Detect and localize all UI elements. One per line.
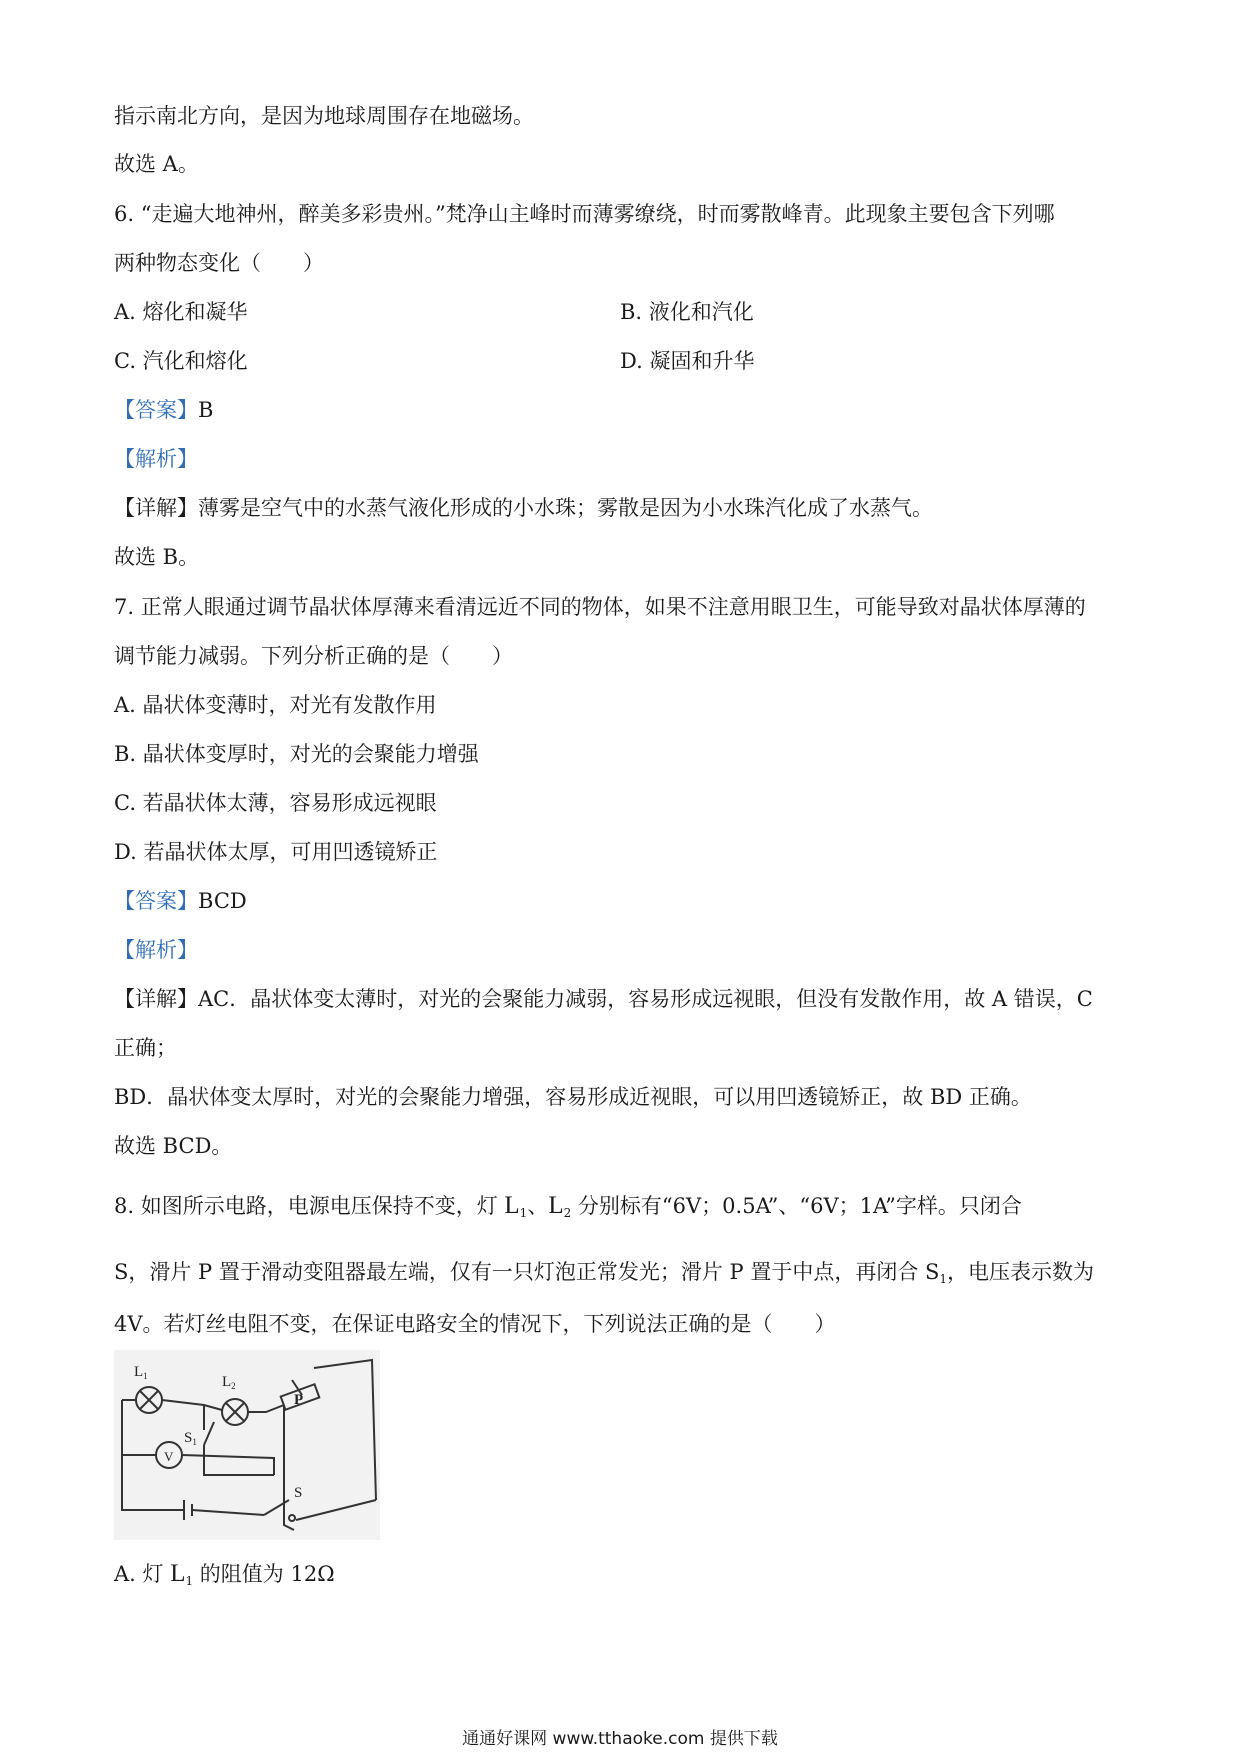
subscript: 1 [939, 1272, 948, 1286]
q7-detail-cont: 正确； [114, 1036, 177, 1060]
lamp-l1-symbol: L [170, 1560, 186, 1587]
q7-option-b: B. 晶状体变厚时，对光的会聚能力增强 [114, 742, 479, 766]
q6-analysis-tag [114, 445, 198, 473]
q6-answer [114, 396, 213, 424]
answer-tag: 【答案】 [114, 889, 198, 913]
footer: 通通好课网 www.tthaoke.com 提供下载 [462, 1729, 778, 1749]
label-p: P [294, 1392, 304, 1408]
label-l2: $L_2$ [222, 1374, 236, 1391]
switch-s1-symbol: S [925, 1260, 940, 1284]
subscript: 1 [519, 1206, 528, 1220]
q8-text: 8. 如图所示电路，电源电压保持不变，灯 [114, 1194, 505, 1218]
q8-option-text: A. 灯 [114, 1562, 171, 1586]
detail-text: 薄雾是空气中的水蒸气液化形成的小水珠；雾散是因为小水珠汽化成了水蒸气。 [198, 496, 933, 520]
detail-tag: 【详解】 [114, 496, 198, 520]
q6-option-c: C. 汽化和熔化 [114, 349, 248, 373]
analysis-tag: 【解析】 [114, 938, 198, 962]
q8-text: ，电压表示数为 [947, 1260, 1095, 1284]
answer-value: B [198, 398, 214, 422]
separator: 、 [527, 1194, 549, 1218]
q8-text: S，滑片 P 置于滑动变阻器最左端，仅有一只灯泡正常发光；滑片 P 置于中点，再闭合 [114, 1260, 926, 1284]
q7-detail [114, 985, 1093, 1013]
answer-value: BCD [198, 889, 247, 913]
lamp-l1-symbol: L [504, 1192, 520, 1219]
q7-option-a: A. 晶状体变薄时，对光有发散作用 [114, 693, 437, 717]
analysis-tag: 【解析】 [114, 447, 198, 471]
q6-option-b: B. 液化和汽化 [620, 300, 754, 324]
question-7-stem: 7. 正常人眼通过调节晶状体厚薄来看清远近不同的物体，如果不注意用眼卫生，可能导致对晶状体厚薄的 [114, 595, 1086, 619]
q6-option-d: D. 凝固和升华 [620, 349, 755, 373]
q7-option-c: C. 若晶状体太薄，容易形成远视眼 [114, 791, 437, 815]
label-s: S [294, 1485, 303, 1501]
detail-text: AC．晶状体变太薄时，对光的会聚能力减弱，容易形成远视眼，但没有发散作用，故 A 错误，C [198, 987, 1093, 1011]
detail-tag: 【详解】 [114, 987, 198, 1011]
q7-analysis-tag [114, 936, 198, 964]
subscript: 1 [185, 1574, 194, 1588]
question-8-stem [114, 1258, 1094, 1293]
q7-conclusion: 故选 BCD。 [114, 1134, 233, 1158]
q7-option-d: D. 若晶状体太厚，可用凹透镜矫正 [114, 840, 438, 864]
label-l1: $L_1$ [134, 1364, 148, 1381]
q8-option-text: 的阻值为 12Ω [193, 1562, 335, 1586]
text-line: 指示南北方向，是因为地球周围存在地磁场。 [114, 104, 534, 128]
question-7-stem: 调节能力减弱。下列分析正确的是（ ） [114, 644, 513, 668]
question-8-stem [114, 1192, 1022, 1227]
q6-detail [114, 494, 933, 522]
answer-tag: 【答案】 [114, 398, 198, 422]
question-6-stem: 两种物态变化（ ） [114, 251, 324, 275]
q6-option-a: A. 熔化和凝华 [114, 300, 248, 324]
label-s1: $S_1$ [184, 1430, 197, 1447]
circuit-diagram [114, 1350, 380, 1540]
lamp-l2-symbol: L [548, 1192, 564, 1219]
subscript: 2 [563, 1206, 572, 1220]
voltmeter-label: V [164, 1449, 174, 1464]
q6-conclusion: 故选 B。 [114, 545, 200, 569]
question-8-stem: 4V。若灯丝电阻不变，在保证电路安全的情况下，下列说法正确的是（ ） [114, 1312, 836, 1336]
text-line: 故选 A。 [114, 152, 199, 176]
q7-detail-bd: BD．晶状体变太厚时，对光的会聚能力增强，容易形成近视眼，可以用凹透镜矫正，故 BD 正确。 [114, 1085, 1032, 1109]
q7-answer [114, 887, 247, 915]
q8-text: 分别标有“6V；0.5A”、“6V；1A”字样。只闭合 [571, 1194, 1022, 1218]
q8-option-a [114, 1560, 335, 1595]
question-6-stem: 6. “走遍大地神州，醉美多彩贵州。”梵净山主峰时而薄雾缭绕，时而雾散峰青。此现象主要包含下列哪 [114, 202, 1055, 226]
